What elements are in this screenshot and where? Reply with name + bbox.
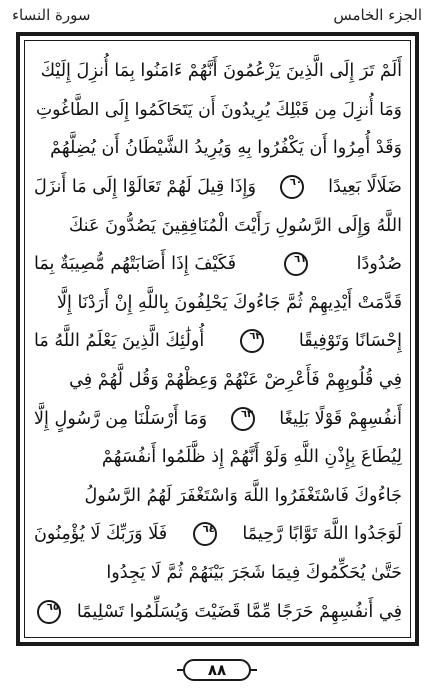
- text-line: [34, 129, 402, 168]
- juz-name: الجزء الخامس: [333, 6, 422, 24]
- ayah-number-marker: ٦٥: [37, 600, 61, 624]
- text-line: [34, 322, 402, 361]
- quran-text: [34, 52, 402, 632]
- ayah-number-marker: ٦٣: [231, 407, 255, 431]
- text-line: [34, 206, 402, 245]
- verse-text: أُولَٰئِكَ الَّذِينَ يَعْلَمُ اللَّهُ مَا: [34, 331, 205, 352]
- verse-text: وَمَا أَرْسَلْنَا مِن رَّسُولٍ إِلَّا: [34, 408, 208, 429]
- verse-text: فِي قُلُوبِهِمْ فَأَعْرِضْ عَنْهُمْ وَعِظْهُمْ وَقُل لَّهُمْ فِي: [69, 370, 402, 391]
- verse-text: اللَّهُ وَإِلَى الرَّسُولِ رَأَيْتَ الْمُنَافِقِينَ يَصُدُّونَ عَنكَ: [68, 215, 402, 236]
- verse-text: فِي أَنفُسِهِمْ حَرَجًا مِّمَّا قَضَيْتَ وَيُسَلِّمُوا تَسْلِيمًا: [76, 601, 402, 622]
- page-header: [0, 0, 436, 36]
- verse-text: لِيُطَاعَ بِإِذْنِ اللَّهِ وَلَوْ أَنَّهُمْ إِذ ظَّلَمُوا أَنفُسَهُمْ: [101, 447, 402, 468]
- verse-text: أَنفُسِهِمْ قَوْلًا بَلِيغًا: [279, 408, 402, 429]
- text-line: [34, 515, 402, 554]
- verse-text: جَاءُوكَ فَاسْتَغْفَرُوا اللَّهَ وَاسْتَغْفَرَ لَهُمُ الرَّسُولُ: [84, 485, 402, 506]
- text-line: [34, 284, 402, 323]
- text-line: [34, 168, 402, 207]
- text-line: [34, 91, 402, 130]
- page-footer: [0, 656, 436, 684]
- verse-text: وَإِذَا قِيلَ لَهُمْ تَعَالَوْا إِلَى مَا أَنزَلَ: [34, 177, 256, 198]
- text-line: [34, 399, 402, 438]
- text-line: [34, 477, 402, 516]
- ayah-number-marker: ٦٢: [240, 329, 264, 353]
- verse-text: قَدَّمَتْ أَيْدِيهِمْ ثُمَّ جَاءُوكَ يَحْلِفُونَ بِاللَّهِ إِنْ أَرَدْنَا إِلَّا: [56, 292, 402, 313]
- text-line: [34, 592, 402, 631]
- text-line: [34, 52, 402, 91]
- ayah-number-marker: ٦٤: [193, 522, 217, 546]
- verse-text: أَلَمْ تَرَ إِلَى الَّذِينَ يَزْعُمُونَ أَنَّهُمْ ءَامَنُوا بِمَا أُنزِلَ إِلَيْكَ: [40, 61, 402, 82]
- ayah-number-marker: ٦١: [284, 252, 308, 276]
- verse-text: وَقَدْ أُمِرُوا أَن يَكْفُرُوا بِهِ وَيُرِيدُ الشَّيْطَانُ أَن يُضِلَّهُمْ: [50, 138, 402, 159]
- text-line: [34, 554, 402, 593]
- text-line: [34, 438, 402, 477]
- verse-text: وَمَا أُنزِلَ مِن قَبْلِكَ يُرِيدُونَ أَن يَتَحَاكَمُوا إِلَى الطَّاغُوتِ: [35, 99, 402, 120]
- page-number: ٨٨: [183, 659, 251, 681]
- text-line: [34, 361, 402, 400]
- verse-text: لَوَجَدُوا اللَّهَ تَوَّابًا رَّحِيمًا: [242, 524, 402, 545]
- ayah-number-marker: ٦٠: [280, 175, 304, 199]
- surah-name: سورة النساء: [12, 6, 91, 24]
- verse-text: صُدُودًا: [356, 254, 402, 275]
- text-line: [34, 245, 402, 284]
- verse-text: فَلَا وَرَبِّكَ لَا يُؤْمِنُونَ: [34, 524, 168, 545]
- verse-text: حَتَّىٰ يُحَكِّمُوكَ فِيمَا شَجَرَ بَيْنَهُمْ ثُمَّ لَا يَجِدُوا: [106, 563, 402, 584]
- verse-text: ضَلَالًا بَعِيدًا: [328, 177, 402, 198]
- verse-text: إِحْسَانًا وَتَوْفِيقًا: [298, 331, 402, 352]
- verse-text: فَكَيْفَ إِذَا أَصَابَتْهُم مُّصِيبَةٌ بِمَا: [34, 254, 237, 275]
